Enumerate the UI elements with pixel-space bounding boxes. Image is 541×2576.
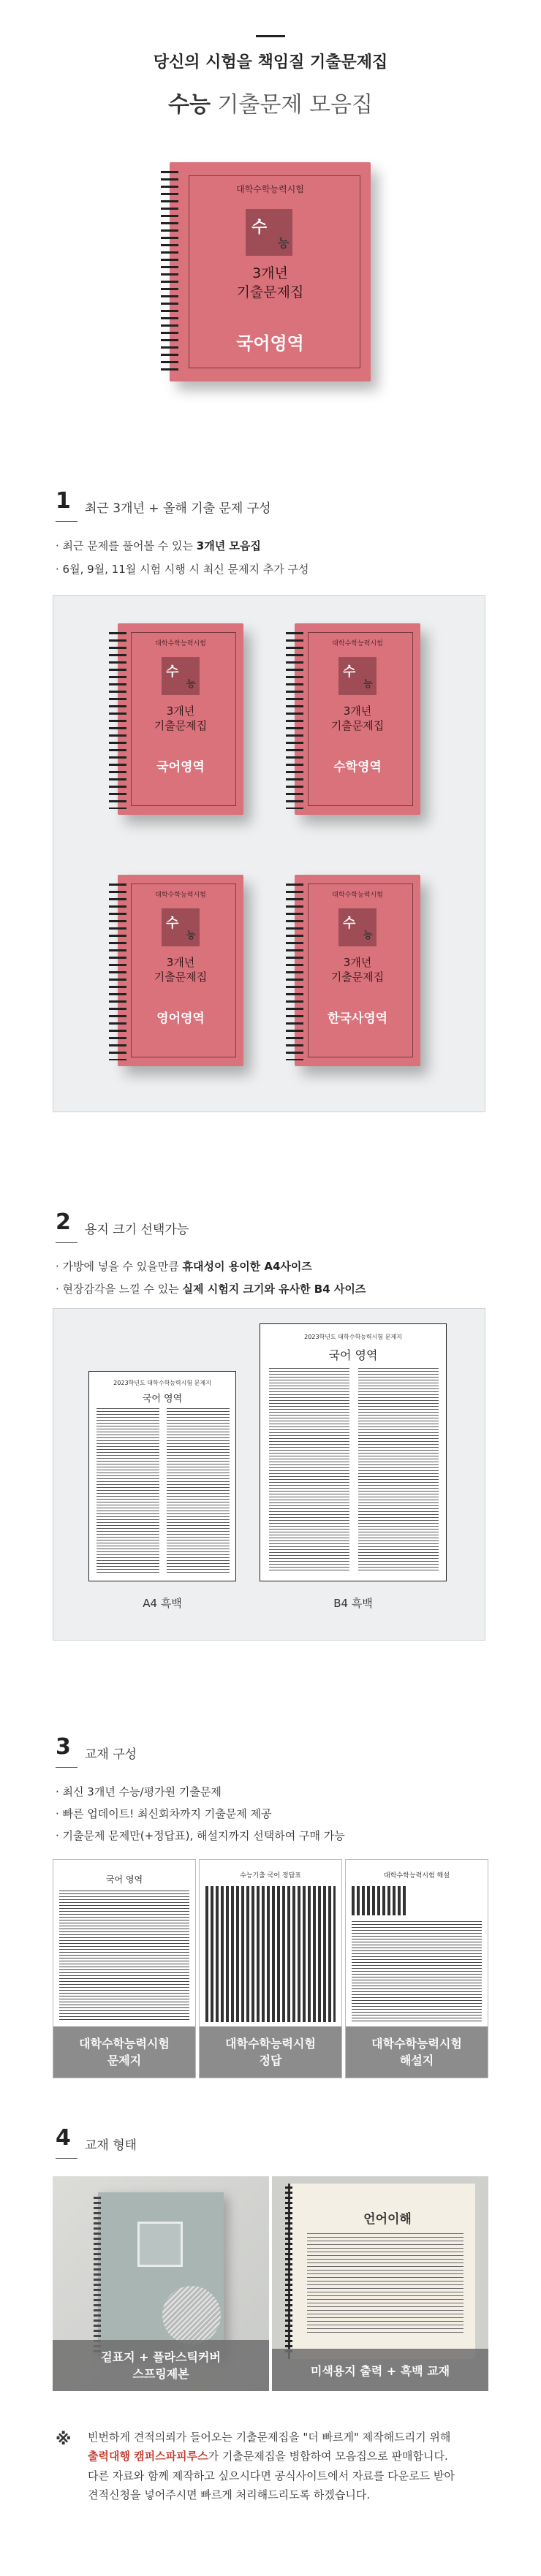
thumb-solution <box>345 1859 488 2078</box>
b4-text-col-right <box>358 1368 439 1573</box>
a4-caption: A4 흑백 <box>143 1597 182 1610</box>
thumb-solution-grid <box>352 1886 407 1915</box>
photo-paper <box>272 2176 488 2391</box>
note-brand: 출력대행 캠퍼스파피루스 <box>88 2450 208 2463</box>
book-top-name: 대학수학능력시험 <box>332 892 383 899</box>
book-korean <box>118 623 243 815</box>
header-title-bold: 수능 <box>168 92 211 118</box>
book-mid-line2: 기출문제집 <box>330 719 385 733</box>
book-mid-title <box>118 955 243 985</box>
thumb-label-line1: 대학수학능력시험 <box>79 2036 170 2051</box>
logo-char-1: 수 <box>251 219 268 237</box>
logo-char-2: 능 <box>363 930 373 941</box>
logo-char-1: 수 <box>166 916 179 931</box>
note-text <box>88 2428 519 2504</box>
book-mid-title <box>170 265 371 302</box>
logo-char-1: 수 <box>343 916 356 931</box>
book-mid-line1: 3개년 <box>343 956 372 969</box>
header-title <box>0 86 541 118</box>
hero-book <box>170 162 371 381</box>
book-english <box>118 875 243 1066</box>
book-mid-line1: 3개년 <box>343 704 372 718</box>
book-mid-line2: 기출문제집 <box>236 284 304 300</box>
a4-paper-title: 2023학년도 대학수학능력시험 문제지 <box>113 1380 211 1386</box>
header-title-rest: 기출문제 모음집 <box>211 92 373 118</box>
a4-paper <box>88 1371 236 1581</box>
book-mid-line1: 3개년 <box>252 265 288 281</box>
section-2-rule <box>56 1242 77 1243</box>
book-mid-line1: 3개년 <box>166 956 195 969</box>
thumb-label-line2: 해설지 <box>399 2053 434 2067</box>
section-2-number: 2 <box>56 1209 71 1235</box>
book-logo-square <box>246 209 292 256</box>
paper-text <box>307 2233 464 2336</box>
thumb-label-line2: 정답 <box>259 2053 282 2067</box>
book-logo-square <box>162 908 200 946</box>
thumb-label-line1: 대학수학능력시험 <box>225 2036 316 2051</box>
thumb-answer-grid <box>205 1886 336 2022</box>
book-mid-line2: 기출문제집 <box>330 970 385 984</box>
section-3-bullet-2: · 빠른 업데이트! 최신회차까지 기출문제 제공 <box>56 1807 272 1820</box>
book-logo-square <box>338 908 377 946</box>
logo-char-1: 수 <box>343 664 356 680</box>
book-top-name: 대학수학능력시험 <box>155 640 206 647</box>
book-top-name: 대학수학능력시험 <box>332 640 383 647</box>
section-2-bullet-2: · 현장감각을 느낄 수 있는 실제 시험지 크기와 유사한 B4 사이즈 <box>56 1283 366 1296</box>
section-1-rule <box>56 521 77 522</box>
a4-paper-subject: 국어 영역 <box>142 1394 183 1405</box>
thumb-header: 국어 영역 <box>105 1874 143 1885</box>
book-top-name: 대학수학능력시험 <box>155 892 206 899</box>
book-subject: 한국사영역 <box>327 1011 388 1026</box>
a4-text-col-right <box>167 1408 230 1573</box>
note-line-4: 견적신청을 넣어주시면 빠르게 처리해드리도록 하겠습니다. <box>88 2488 371 2501</box>
note-line-2 <box>88 2447 519 2466</box>
coil-binding <box>94 2197 101 2353</box>
book-mid-line2: 기출문제집 <box>154 970 208 984</box>
book-top-name: 대학수학능력시험 <box>236 184 304 194</box>
book-logo-square <box>162 657 200 695</box>
section-1-bullet-2: · 6월, 9월, 11월 시험 시행 시 최신 문제지 추가 구성 <box>56 563 309 576</box>
section-3-title: 교재 구성 <box>85 1747 137 1762</box>
thumb-label-line1: 대학수학능력시험 <box>371 2036 462 2051</box>
book-logo-square <box>338 657 377 695</box>
section-3-bullet-3: · 기출문제 문제만(+정답표), 해설지까지 선택하여 구매 가능 <box>56 1829 345 1842</box>
b4-paper <box>260 1323 447 1581</box>
book-mid-line2: 기출문제집 <box>154 719 208 733</box>
section-2-bullet-1: · 가방에 넣을 수 있을만큼 휴대성이 용이한 A4사이즈 <box>56 1260 312 1273</box>
form-label-line2: 스프링제본 <box>132 2367 189 2381</box>
book-subject: 국어영역 <box>156 760 205 775</box>
logo-char-2: 능 <box>186 930 196 941</box>
section-4-number: 4 <box>56 2125 71 2151</box>
logo-char-2: 능 <box>278 236 290 250</box>
note-line-2-rest: 가 기출문제집을 병합하여 모음집으로 판매합니다. <box>208 2450 448 2463</box>
logo-char-2: 능 <box>363 679 373 690</box>
book-korean-history <box>295 875 420 1066</box>
header-subtitle: 당신의 시험을 책임질 기출문제집 <box>153 53 388 72</box>
cover-logo <box>137 2222 183 2267</box>
a4-text-col-left <box>97 1408 159 1573</box>
b4-paper-subject: 국어 영역 <box>328 1348 378 1362</box>
section-1-bullet-1: · 최근 문제를 풀어볼 수 있는 3개년 모음집 <box>56 539 261 552</box>
paper-size-panel <box>53 1308 485 1641</box>
paper-coil <box>285 2186 292 2355</box>
form-label <box>272 2349 488 2391</box>
thumb-label-line2: 문제지 <box>107 2053 142 2067</box>
book-mid-title <box>295 704 420 734</box>
section-1-number: 1 <box>56 488 71 514</box>
paper-heading: 언어이해 <box>363 2212 412 2227</box>
thumb-answer-sheet <box>199 1859 342 2078</box>
header-rule <box>256 35 285 37</box>
section-3-number: 3 <box>56 1734 71 1760</box>
section-3-rule <box>56 1767 77 1768</box>
b4-text-col-left <box>269 1368 349 1573</box>
form-label-line1: 겉표지 + 플라스틱커버 <box>101 2349 221 2364</box>
book-mid-title <box>118 704 243 734</box>
note-line-1: 빈번하게 견적의뢰가 들어오는 기출문제집을 "더 빠르게" 제작해드리기 위해 <box>88 2431 451 2444</box>
thumb-text <box>59 1891 189 2022</box>
b4-paper-title: 2023학년도 대학수학능력시험 문제지 <box>304 1334 402 1340</box>
form-label <box>53 2340 269 2391</box>
section-4-rule <box>56 2158 77 2159</box>
section-4-title: 교재 형태 <box>85 2138 137 2153</box>
thumb-header: 대학수학능력시험 해설 <box>384 1872 450 1880</box>
note-mark: ※ <box>56 2431 72 2449</box>
book-subject: 영어영역 <box>156 1011 205 1026</box>
section-2-title: 용지 크기 선택가능 <box>85 1223 189 1237</box>
book-mid-title <box>295 955 420 985</box>
section-1-title: 최근 3개년 + 올해 기출 문제 구성 <box>85 501 271 516</box>
photo-binding <box>53 2176 269 2391</box>
form-label-line1: 미색용지 출력 + 흑백 교재 <box>310 2363 450 2378</box>
books-panel <box>53 595 485 1112</box>
book-subject: 수학영역 <box>333 760 382 775</box>
logo-char-2: 능 <box>186 679 196 690</box>
thumb-label <box>200 2026 341 2078</box>
note-line-3: 다른 자료와 함께 제작하고 싶으시다면 공식사이트에서 자료를 다운로드 받아 <box>88 2469 455 2482</box>
thumb-header: 수능기출 국어 정답표 <box>240 1872 301 1880</box>
book-subject: 국어영역 <box>236 333 304 354</box>
b4-caption: B4 흑백 <box>333 1597 373 1610</box>
thumb-label <box>346 2026 488 2078</box>
thumb-label <box>53 2026 195 2078</box>
thumb-question-paper <box>53 1859 196 2078</box>
thumb-text <box>352 1921 482 2022</box>
plastic-cover-swatch <box>162 2286 221 2344</box>
book-math <box>295 623 420 815</box>
section-3-bullet-1: · 최신 3개년 수능/평가원 기출문제 <box>56 1785 222 1798</box>
logo-char-1: 수 <box>166 664 179 680</box>
book-mid-line1: 3개년 <box>166 704 195 718</box>
